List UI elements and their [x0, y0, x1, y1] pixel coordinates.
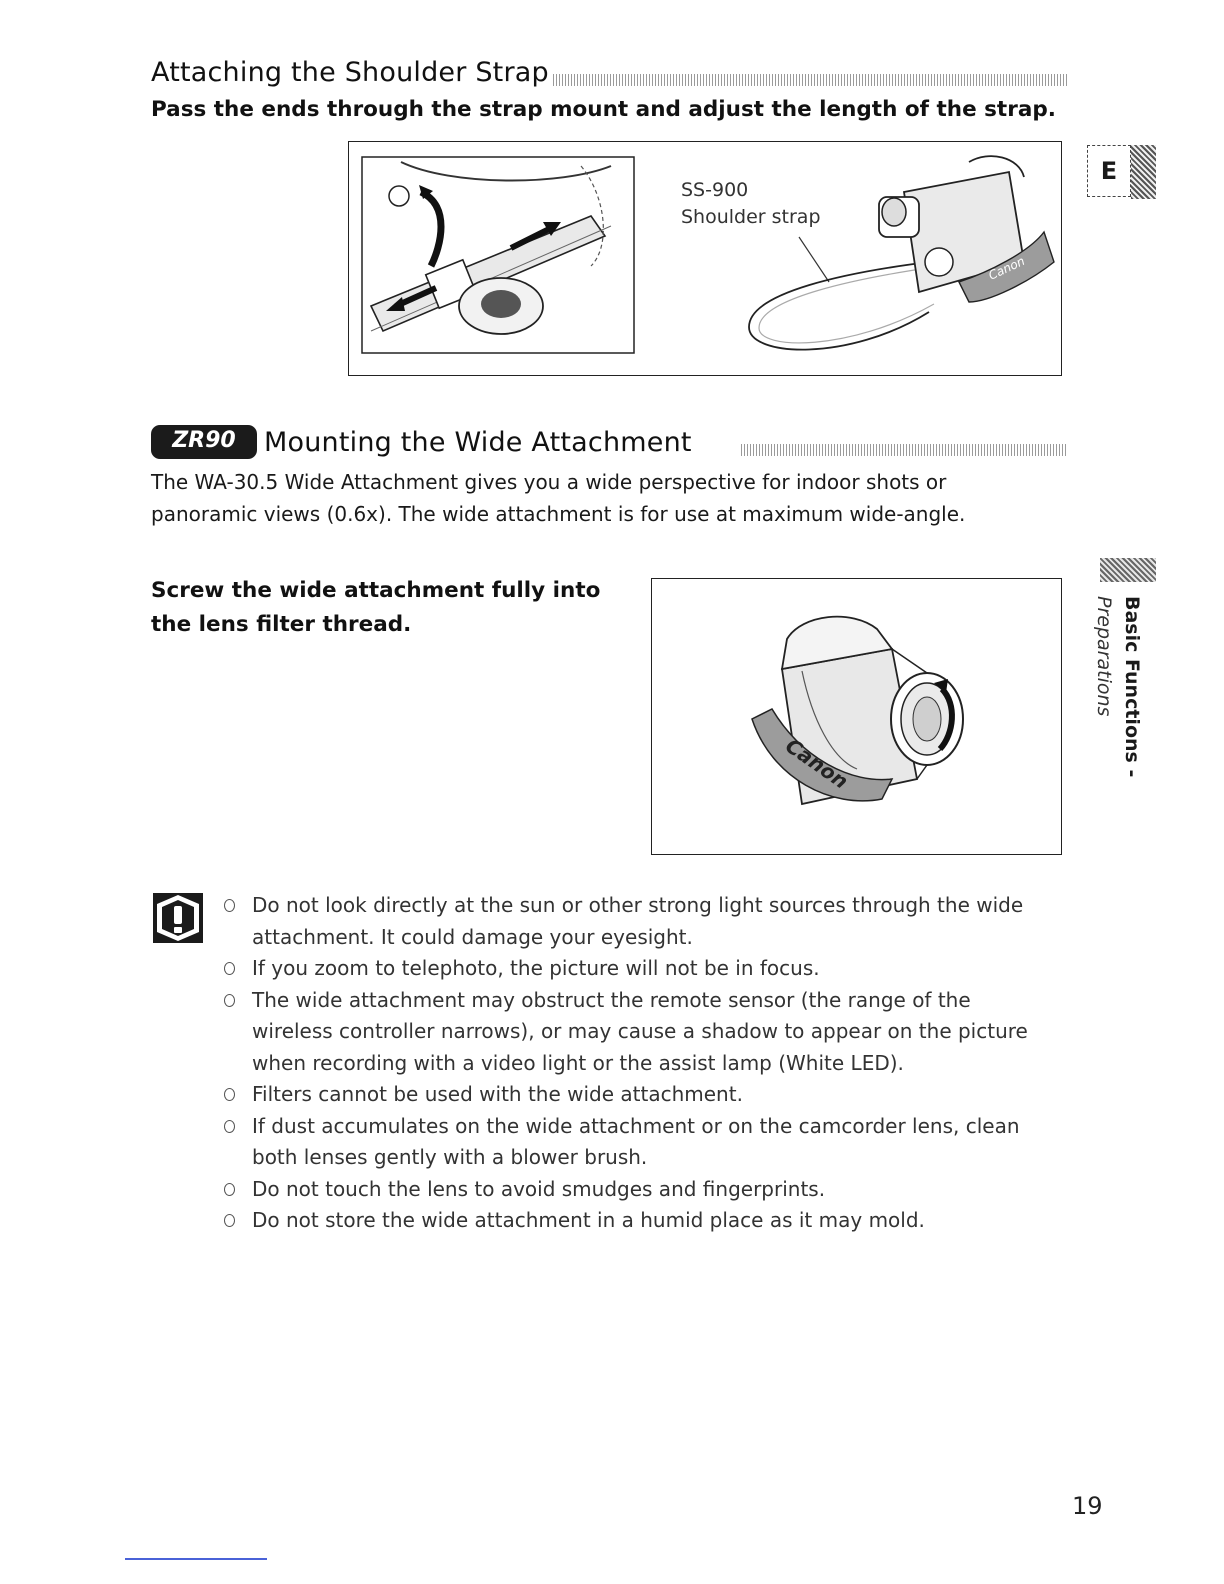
- caution-line: Do not look directly at the sun or other strong light sources through the wide: [252, 893, 1024, 917]
- caution-line: attachment. It could damage your eyesight.: [252, 924, 693, 949]
- language-tab: E: [1087, 145, 1131, 197]
- footer-link-line: [125, 1558, 267, 1560]
- section-heading-wide-attachment: Mounting the Wide Attachment: [264, 427, 692, 458]
- camcorder-wide-attachment-illustration: [742, 609, 972, 829]
- sidebar-section-title: Basic Functions -: [1121, 596, 1143, 778]
- shoulder-strap-figure: [348, 141, 1062, 376]
- caution-item: [222, 985, 1082, 1080]
- tab-shade: [1131, 145, 1156, 199]
- wide-attachment-intro: [151, 466, 965, 530]
- caution-exclamation-icon: [152, 892, 204, 944]
- instruction-line: Screw the wide attachment fully into: [151, 578, 601, 603]
- strap-name-label: Shoulder strap: [681, 206, 821, 228]
- heading-rule: [741, 444, 1067, 456]
- brand-text: Canon: [781, 733, 853, 794]
- hollow-circle-bullet-icon: [224, 899, 235, 912]
- hollow-circle-bullet-icon: [224, 1088, 235, 1101]
- section-heading-shoulder-strap: Attaching the Shoulder Strap: [151, 57, 549, 88]
- caution-line: when recording with a video light or the assist lamp (White LED).: [252, 1050, 904, 1075]
- strap-model-label: SS-900: [681, 179, 749, 201]
- caution-item: [222, 1111, 1082, 1174]
- caution-item: [222, 1174, 1082, 1206]
- caution-item: [222, 890, 1082, 953]
- hollow-circle-bullet-icon: [224, 1183, 235, 1196]
- sidebar-section-subtitle: Preparations: [1093, 596, 1115, 717]
- caution-line: The wide attachment may obstruct the remote sensor (the range of the: [252, 987, 971, 1012]
- caution-line: both lenses gently with a blower brush.: [252, 1145, 648, 1169]
- page-number: 19: [1072, 1492, 1103, 1520]
- wide-attachment-instruction: [151, 574, 600, 642]
- strap-instruction: Pass the ends through the strap mount and adjust the length of the strap.: [151, 97, 1056, 122]
- wide-attachment-figure: [651, 578, 1062, 855]
- strap-mount-detail-illustration: [361, 156, 635, 354]
- section-shade: [1100, 558, 1156, 582]
- instruction-line: the lens filter thread.: [151, 612, 412, 637]
- caution-line: If dust accumulates on the wide attachment or on the camcorder lens, clean: [252, 1113, 1020, 1138]
- heading-rule: [553, 74, 1067, 86]
- intro-line: panoramic views (0.6x). The wide attachment is for use at maximum wide-angle.: [151, 502, 966, 526]
- caution-line: If you zoom to telephoto, the picture will not be in focus.: [252, 956, 820, 980]
- caution-line: Filters cannot be used with the wide attachment.: [252, 1082, 743, 1106]
- caution-item: [222, 1079, 1082, 1111]
- hollow-circle-bullet-icon: [224, 962, 235, 975]
- caution-item: [222, 953, 1082, 985]
- camcorder-with-strap-illustration: [729, 152, 1059, 372]
- hollow-circle-bullet-icon: [224, 1120, 235, 1133]
- hollow-circle-bullet-icon: [224, 994, 235, 1007]
- zr90-model-badge: ZR90: [151, 425, 257, 459]
- hollow-circle-bullet-icon: [224, 1214, 235, 1227]
- caution-line: Do not store the wide attachment in a humid place as it may mold.: [252, 1208, 925, 1232]
- caution-item: [222, 1205, 1082, 1237]
- caution-line: wireless controller narrows), or may cause a shadow to appear on the picture: [252, 1019, 1028, 1043]
- caution-list: [222, 890, 1082, 1237]
- caution-line: Do not touch the lens to avoid smudges and fingerprints.: [252, 1176, 826, 1201]
- intro-line: The WA-30.5 Wide Attachment gives you a wide perspective for indoor shots or: [151, 470, 947, 494]
- svg-text:Canon: Canon: [986, 253, 1027, 283]
